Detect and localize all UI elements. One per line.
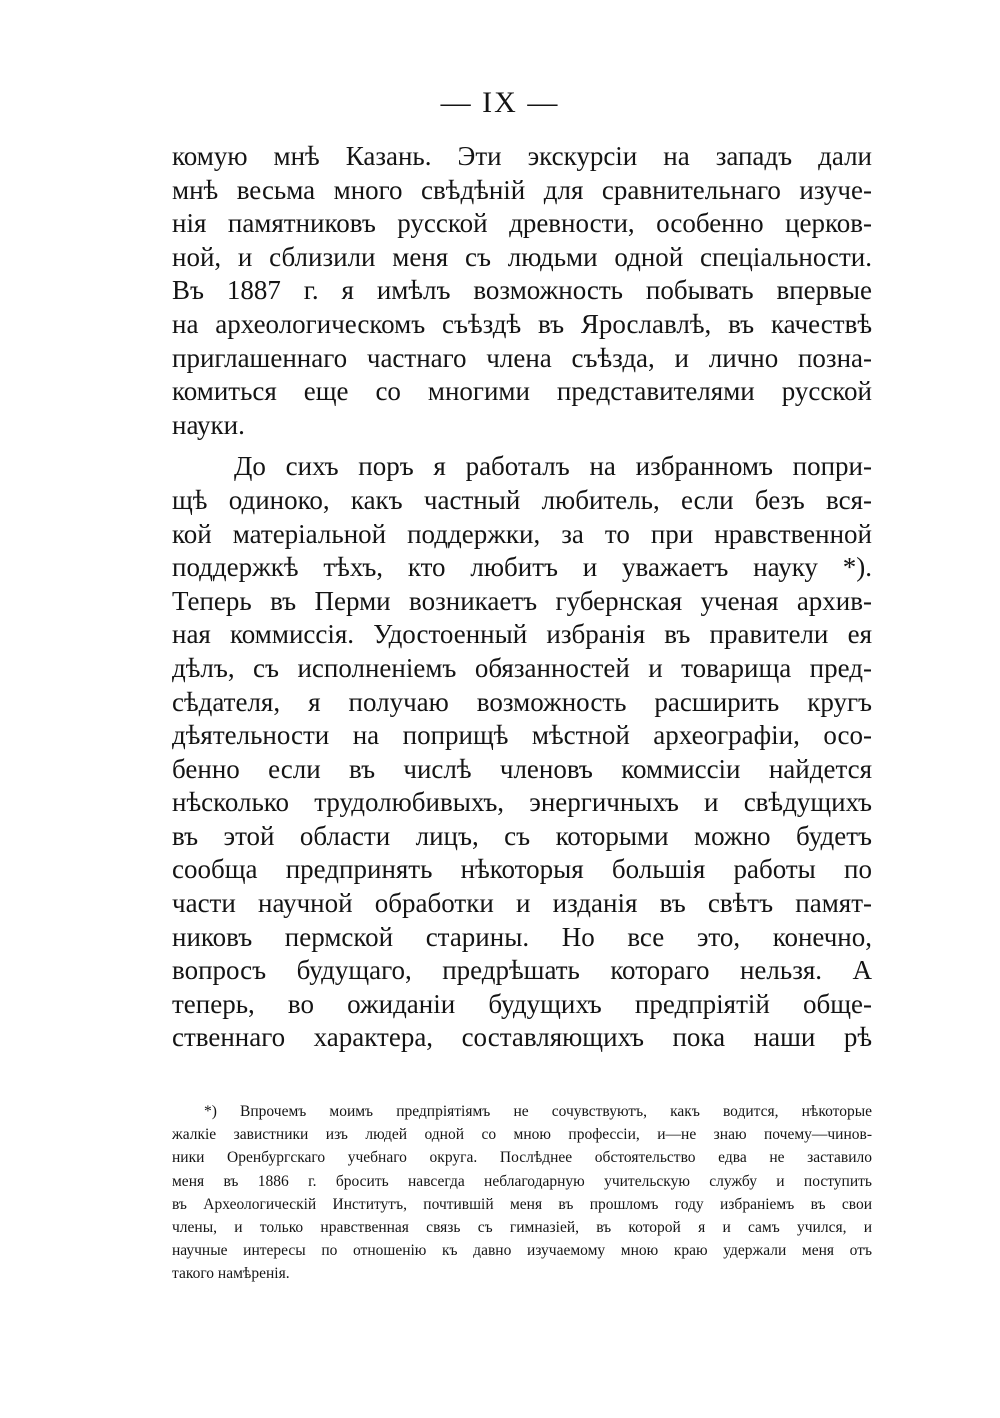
footnote <box>172 1100 872 1286</box>
text-line: кой матеріальной поддержки, за то при нравственной <box>172 518 872 549</box>
footnote-line: жалкіе завистники изъ людей одной со мною профессіи, и—не знаю почему—чинов- <box>172 1126 872 1144</box>
text-line: части научной обработки и изданія въ свѣтъ памят- <box>172 888 872 919</box>
text-line: сѣдателя, я получаю возможность расширить кругъ <box>172 686 872 717</box>
text-line: щѣ одиноко, какъ частный любитель, если безъ вся- <box>172 484 872 515</box>
text-line: комиться еще со многими представителями русской <box>172 376 872 407</box>
text-line: ная коммиссія. Удостоенный избранія въ правители ея <box>172 619 872 650</box>
footnote-line: члены, и только нравственная связь съ гимназіей, въ которой я и самъ учился, и <box>172 1218 872 1236</box>
footnote-line: въ Археологическій Институтъ, почтившій меня въ прошломъ году избраніемъ въ свои <box>172 1195 872 1213</box>
footnote-line: научные интересы по отношенію къ давно изучаемому мною краю удержали меня отъ <box>172 1242 872 1260</box>
text-line: въ этой области лицъ, съ которыми можно будетъ <box>172 820 872 851</box>
footnote-line: *) Впрочемъ моимъ предпріятіямъ не сочувствуютъ, какъ водится, нѣкоторые <box>204 1103 872 1120</box>
text-line: Въ 1887 г. я имѣлъ возможность побывать впервые <box>172 275 872 306</box>
main-text <box>172 140 872 1055</box>
text-line: никовъ пермской старины. Но все это, конечно, <box>172 921 872 952</box>
text-line: вопросъ будущаго, предрѣшать котораго нельзя. А <box>172 955 872 986</box>
text-line: на археологическомъ съѣздѣ въ Ярославлѣ, въ качествѣ <box>172 308 872 339</box>
text-line: Теперь въ Перми возникаетъ губернская ученая архив- <box>172 585 872 616</box>
footnote-line: такого намѣренія. <box>172 1265 290 1283</box>
text-line: приглашеннаго частнаго члена съѣзда, и лично позна- <box>172 342 872 373</box>
text-line: дѣятельности на поприщѣ мѣстной археографіи, осо- <box>172 720 872 751</box>
text-line: науки. <box>172 409 245 440</box>
text-line: бенно если въ числѣ членовъ коммиссіи найдется <box>172 753 872 784</box>
text-line: дѣлъ, съ исполненіемъ обязанностей и товарища пред- <box>172 652 872 683</box>
page-number: — IX — <box>440 86 560 119</box>
footnote-line: меня въ 1886 г. бросить навсегда неблагодарную учительскую службу и поступить <box>172 1172 872 1190</box>
text-line: мнѣ весьма много свѣдѣній для сравнительнаго изуче- <box>172 174 872 205</box>
paragraph-gap <box>172 442 872 450</box>
text-line: нѣсколько трудолюбивыхъ, энергичныхъ и свѣдущихъ <box>172 787 872 818</box>
text-line: ственнаго характера, составляющихъ пока наши рѣ <box>172 1022 872 1053</box>
text-line: комую мнѣ Казань. Эти экскурсіи на западъ дали <box>172 141 872 171</box>
text-line: поддержкѣ тѣхъ, кто любитъ и уважаетъ науку *). <box>172 552 872 583</box>
footnote-line: ники Оренбургскаго учебнаго округа. Послѣднее обстоятельство едва не заставило <box>172 1149 872 1167</box>
text-line: До сихъ поръ я работалъ на избранномъ попри- <box>234 451 872 482</box>
text-line: сообща предпринять нѣкоторыя большія работы по <box>172 854 872 885</box>
text-line: теперь, во ожиданіи будущихъ предпріятій обще- <box>172 988 872 1019</box>
text-line: нія памятниковъ русской древности, особенно церков- <box>172 208 872 239</box>
text-line: ной, и сблизили меня съ людьми одной спеціальности. <box>172 241 872 272</box>
